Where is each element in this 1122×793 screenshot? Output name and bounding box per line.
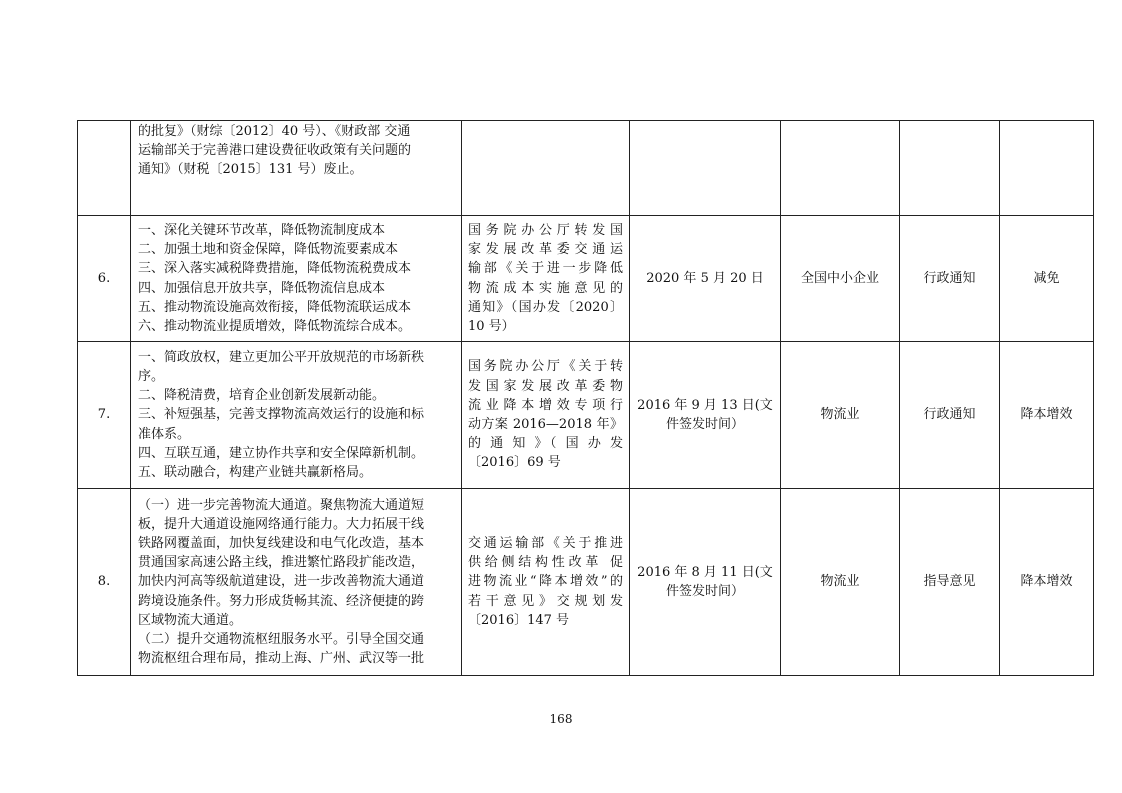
content-line: 二、降税清费，培育企业创新发展新动能。 — [138, 388, 386, 404]
document-type-cell: 指导意见 — [900, 489, 1000, 676]
document-line: 交通运输部《关于推进 — [468, 535, 623, 551]
content-line: （二）提升交通物流枢纽服务水平。引导全国交通 — [138, 632, 425, 647]
content-line: 三、补短强基，完善支撑物流高效运行的设施和标 — [138, 407, 425, 423]
policy-content-cell — [131, 489, 462, 676]
document-line: 若干意见》交规划发 — [468, 593, 623, 609]
content-line: 五、推动物流设施高效衔接，降低物流联运成本 — [138, 299, 412, 315]
content-line: 准体系。 — [138, 426, 191, 442]
target-cell: 物流业 — [781, 489, 900, 676]
content-line: 运输部关于完善港口建设费征收政策有关问题的 — [138, 143, 412, 159]
document-line: 输部《关于进一步降低 — [468, 261, 623, 277]
content-line: 一、简政放权，建立更加公平开放规范的市场新秩 — [138, 349, 425, 365]
document-line: 10 号） — [468, 318, 515, 334]
document-type-cell — [900, 121, 1000, 216]
issue-date-cell — [630, 342, 781, 489]
issue-date-cell — [630, 121, 781, 216]
document-type-cell: 行政通知 — [900, 342, 1000, 489]
issue-date-cell — [630, 489, 781, 676]
issue-date-cell — [630, 216, 781, 342]
table-row — [78, 216, 1094, 342]
table-row — [78, 342, 1094, 489]
row-number-cell: 6. — [78, 216, 131, 342]
source-document-cell — [462, 489, 630, 676]
policy-content-cell — [131, 342, 462, 489]
content-line: 跨境设施条件。努力形成货畅其流、经济便捷的跨 — [138, 593, 425, 609]
content-line: （一）进一步完善物流大通道。聚焦物流大通道短 — [138, 497, 425, 513]
content-line: 四、加强信息开放共享，降低物流信息成本 — [138, 280, 386, 296]
category-cell: 减免 — [1000, 216, 1094, 342]
policy-content-cell — [131, 216, 462, 342]
document-line: 〔2016〕147 号 — [468, 612, 570, 628]
target-cell: 全国中小企业 — [781, 216, 900, 342]
content-line: 的批复》（财综〔2012〕40 号）、《财政部 交通 — [138, 124, 411, 139]
content-line: 二、加强土地和资金保障，降低物流要素成本 — [138, 242, 399, 258]
document-line: 国务院办公厅转发国 — [468, 222, 623, 238]
document-line: 家发展改革委交通运 — [468, 242, 623, 258]
document-line: 发国家发展改革委物 — [468, 378, 623, 394]
date-line: 件签发时间） — [665, 417, 744, 432]
source-document-cell — [462, 216, 630, 342]
content-line: 物流枢纽合理布局，推动上海、广州、武汉等一批 — [138, 651, 425, 667]
policy-table — [77, 120, 1094, 676]
content-line: 区域物流大通道。 — [138, 612, 243, 628]
document-line: 供给侧结构性改革 促 — [468, 555, 623, 571]
date-line: 2016 年 8 月 11 日(文 — [637, 564, 773, 580]
page-number: 168 — [549, 712, 573, 726]
content-line: 贯通国家高速公路主线，推进繁忙路段扩能改造， — [138, 555, 425, 571]
row-number-cell — [78, 121, 131, 216]
content-line: 四、互联互通，建立协作共享和安全保障新机制。 — [138, 445, 425, 461]
row-number-cell: 7. — [78, 342, 131, 489]
document-line: 〔2016〕69 号 — [468, 455, 561, 471]
document-line: 物流成本实施意见的 — [468, 280, 623, 296]
content-line: 板，提升大通道设施网络通行能力。大力拓展干线 — [138, 516, 425, 532]
document-line: 流业降本增效专项行 — [468, 397, 623, 413]
policy-content-cell — [131, 121, 462, 216]
content-line: 六、推动物流业提质增效，降低物流综合成本。 — [138, 318, 412, 334]
category-cell: 降本增效 — [1000, 342, 1094, 489]
row-number-cell: 8. — [78, 489, 131, 676]
document-line: 通知》（国办发〔2020〕 — [468, 299, 623, 315]
source-document-cell — [462, 342, 630, 489]
content-line: 一、深化关键环节改革，降低物流制度成本 — [138, 222, 386, 238]
content-line: 三、深入落实减税降费措施，降低物流税费成本 — [138, 261, 412, 277]
target-cell: 物流业 — [781, 342, 900, 489]
category-cell: 降本增效 — [1000, 489, 1094, 676]
content-line: 序。 — [138, 368, 165, 384]
document-line: 国务院办公厅《关于转 — [468, 359, 623, 375]
content-line: 加快内河高等级航道建设，进一步改善物流大通道 — [138, 574, 425, 590]
content-line: 五、联动融合，构建产业链共赢新格局。 — [138, 465, 373, 480]
content-line: 通知》（财税〔2015〕131 号）废止。 — [138, 162, 363, 178]
source-document-cell — [462, 121, 630, 216]
category-cell — [1000, 121, 1094, 216]
table-row — [78, 121, 1094, 216]
table-row — [78, 489, 1094, 676]
document-line: 动方案 2016—2018 年》 — [468, 417, 623, 432]
document-line: 的 通 知 》（ 国 办 发 — [468, 436, 623, 452]
target-cell — [781, 121, 900, 216]
content-line: 铁路网覆盖面，加快复线建设和电气化改造，基本 — [138, 535, 425, 551]
document-line: 进物流业“降本增效”的 — [468, 574, 623, 590]
date-line: 件签发时间） — [665, 584, 744, 599]
policy-table-body — [78, 121, 1094, 676]
document-type-cell: 行政通知 — [900, 216, 1000, 342]
date-line: 2016 年 9 月 13 日(文 — [637, 397, 773, 413]
date-line: 2020 年 5 月 20 日 — [646, 270, 764, 286]
